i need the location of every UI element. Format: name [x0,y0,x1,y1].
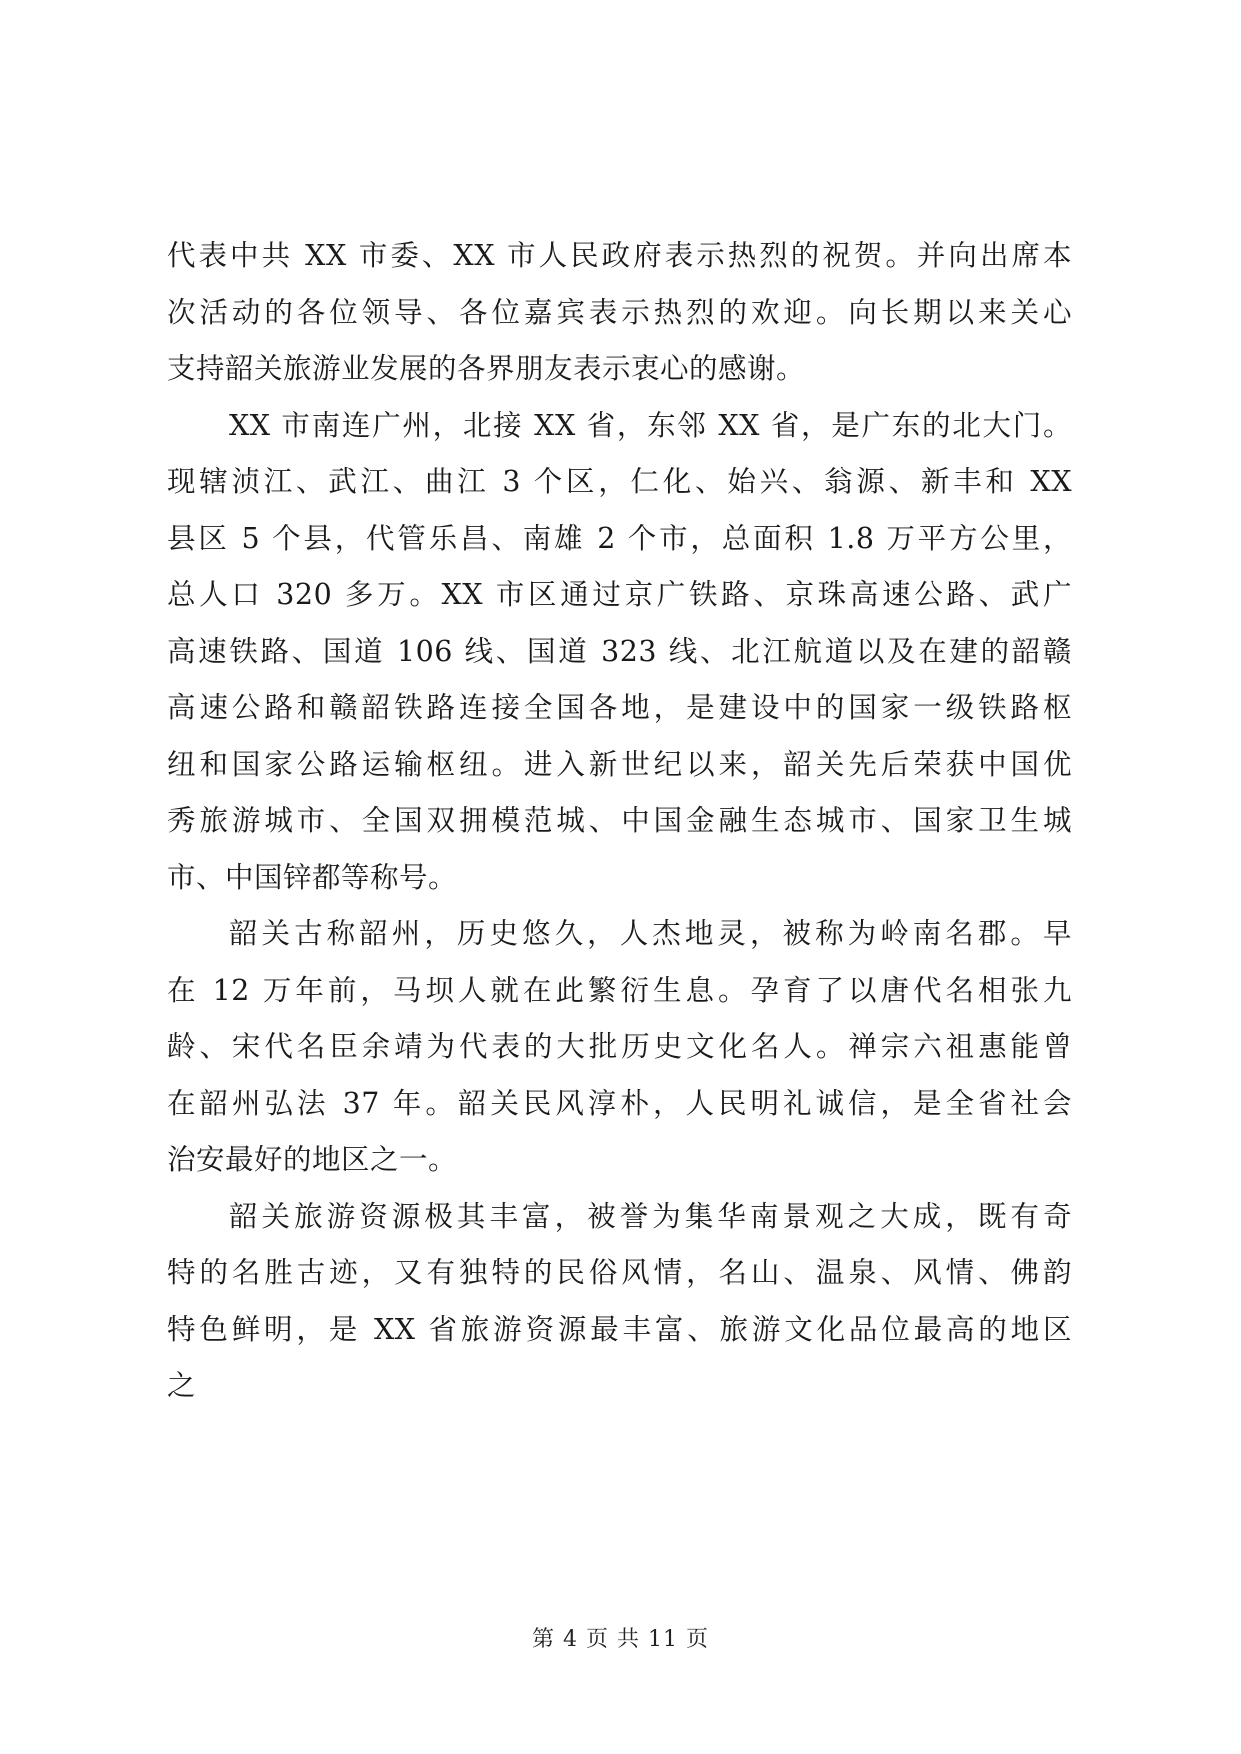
text-line: XX 市南连广州，北接 XX 省，东邻 XX 省，是广东的北大门。 [229,408,1072,442]
text-line: 治安最好的地区之一。 [167,1143,458,1176]
text-line: 支持韶关旅游业发展的各界朋友表示衷心的感谢。 [167,352,806,385]
body-text [167,228,1072,1415]
text-line: 特色鲜明，是 XX 省旅游资源最丰富、旅游文化品位最高的地区 [167,1312,1072,1346]
text-line: 韶关古称韶州，历史悠久，人杰地灵，被称为岭南名郡。早 [229,917,1072,950]
text-line: 在韶州弘法 37 年。韶关民风淳朴，人民明礼诚信，是全省社会 [167,1086,1072,1120]
text-line: 龄、宋代名臣余靖为代表的大批历史文化名人。禅宗六祖惠能曾 [167,1030,1072,1063]
text-line: 县区 5 个县，代管乐昌、南雄 2 个市，总面积 1.8 万平方公里， [167,521,1072,555]
paragraph-1 [167,228,1072,398]
text-line: 纽和国家公路运输枢纽。进入新世纪以来，韶关先后荣获中国优 [167,747,1072,781]
text-line: 特的名胜古迹，又有独特的民俗风情，名山、温泉、风情、佛韵 [167,1256,1072,1289]
text-line: 高速铁路、国道 106 线、国道 323 线、北江航道以及在建的韶赣 [167,634,1072,668]
paragraph-2 [167,398,1072,907]
text-line: 秀旅游城市、全国双拥模范城、中国金融生态城市、国家卫生城 [167,804,1072,837]
text-line: 次活动的各位领导、各位嘉宾表示热烈的欢迎。向长期以来关心 [167,295,1072,329]
text-line: 市、中国锌都等称号。 [167,860,458,894]
text-line: 在 12 万年前，马坝人就在此繁衍生息。孕育了以唐代名相张九 [167,973,1072,1007]
paragraph-3 [167,906,1072,1189]
text-line: 之 [167,1369,197,1402]
page-number-label: 第 4 页 共 11 页 [532,1627,709,1652]
page-footer [0,1622,1241,1653]
text-line: 高速公路和赣韶铁路连接全国各地，是建设中的国家一级铁路枢 [167,691,1072,724]
text-line: 韶关旅游资源极其丰富，被誉为集华南景观之大成，既有奇 [229,1199,1072,1233]
text-line: 总人口 320 多万。XX 市区通过京广铁路、京珠高速公路、武广 [167,578,1072,611]
paragraph-4 [167,1189,1072,1415]
text-line: 代表中共 XX 市委、XX 市人民政府表示热烈的祝贺。并向出席本 [167,239,1072,272]
text-line: 现辖浈江、武江、曲江 3 个区，仁化、始兴、翁源、新丰和 XX [167,465,1072,498]
